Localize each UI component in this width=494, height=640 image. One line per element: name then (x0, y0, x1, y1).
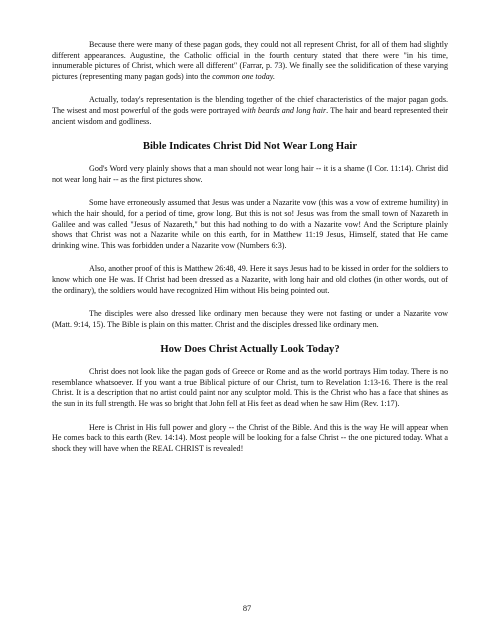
paragraph-matthew-proof: Also, another proof of this is Matthew 26:48, 49. Here it says Jesus had to be kissed in order for the soldiers to know which one He was. If Christ had been dressed as a Nazarite, with long hair and old clothes (in other words, out of the ordinary), the soldiers would have recognized Him without His being pointed out. (52, 264, 448, 295)
section-heading-christ-today: How Does Christ Actually Look Today? (160, 344, 340, 356)
emphasis-text: with beards and long hair (241, 105, 327, 115)
emphasis-text: common one today. (212, 71, 275, 81)
paragraph-nazarite-vow: Some have erroneously assumed that Jesus was under a Nazarite vow (this was a vow of extreme humility) in which the hair should, for a period of time, grow long. But this is not so! Jesus was from the small town of Nazareth in Galilee and was called "Jesus of Nazareth," but this had nothing to do with a Nazarite vow! And the Scripture plainly shows that Christ was not a Nazarite while on this earth, for in Matthew 11:19 Jesus, Himself, stated that He came drinking wine. This was forbidden under a Nazarite vow (Numbers 6:3). (52, 198, 448, 250)
paragraph-gods-word: God's Word very plainly shows that a man should not wear long hair -- it is a shame (I Cor. 11:14). Christ did not wear long hair -- as the first pictures show. (52, 164, 448, 184)
paragraph-text: . The hair and beard represented their ancient wisdom and godliness. (52, 105, 449, 126)
section-heading-long-hair: Bible Indicates Christ Did Not Wear Long Hair (142, 141, 358, 153)
paragraph-revelation: Christ does not look like the pagan gods of Greece or Rome and as the world portrays Him today. There is no resemblance whatsoever. If you want a true Biblical picture of our Christ, turn to Revelation 1:13-16. There is the real Christ. It is a description that no artist could paint nor any sculptor mold. This is the Christ who has a face that shines as the sun in its full strength. He was so bright that John fell at His feet as dead when he saw Him (Rev. 1:17). (52, 367, 448, 409)
paragraph-text: Because there were many of these pagan gods, they could not all represent Christ, for all of them had slightly different appearances. Augustine, the Catholic official in the fourth century stated that there were "in his time, innumerable pictures of Christ, which were all different" (Farrar, p. 73). We finally see the solidification of these varying pictures (representing many pagan gods) into the (52, 40, 448, 81)
paragraph-full-glory: Here is Christ in His full power and glory -- the Christ of the Bible. And this is the way He will appear when He comes back to this earth (Rev. 14:14). Most people will be looking for a false Christ -- the one pictured today. What a shock they will have when the REAL CHRIST is revealed! (52, 422, 448, 453)
paragraph-pagan-gods (52, 40, 448, 82)
paragraph-representation (52, 95, 448, 127)
paragraph-text: Actually, today's representation is the blending together of the chief characteristics of the major pagan gods. The wisest and most powerful of the gods were portrayed (52, 95, 448, 115)
paragraph-disciples: The disciples were also dressed like ordinary men because they were not fasting or under a Nazarite vow (Matt. 9:14, 15). The Bible is plain on this matter. Christ and the disciples dressed like ordinary men. (52, 309, 448, 329)
page-number: 87 (242, 604, 252, 613)
